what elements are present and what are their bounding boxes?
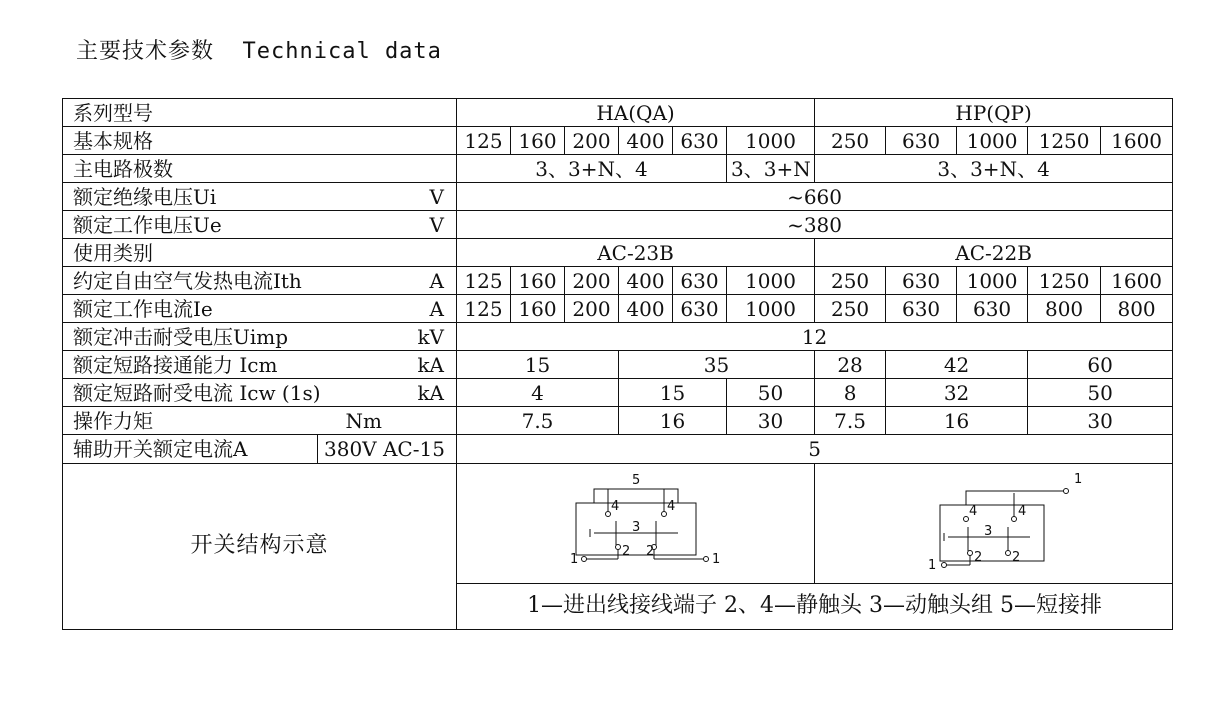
ith-cell: 1000 (727, 267, 815, 295)
ha-mark-term: 1 (711, 551, 720, 567)
ha-mark-bottom: 2 (621, 543, 630, 559)
ui-unit: V (429, 184, 444, 209)
poles-ha-a: 3、3+N、4 (457, 155, 727, 183)
torque-cell: 30 (727, 407, 815, 435)
icw-param: 额定短路耐受电流 Icw (1s) (73, 380, 321, 405)
ie-label (63, 295, 457, 323)
row-ie (63, 295, 1173, 323)
ha-structure-diagram (536, 469, 736, 579)
icm-unit: kA (417, 352, 444, 377)
ha-mark-top: 4 (610, 498, 619, 514)
icm-cell: 60 (1028, 351, 1173, 379)
torque-cell: 16 (886, 407, 1028, 435)
aux-label (63, 435, 457, 464)
ha-mark-group: 3 (631, 519, 640, 535)
icw-cell: 50 (727, 379, 815, 407)
structure-label: 开关结构示意 (63, 464, 457, 630)
hp-diagram-cell (815, 464, 1173, 584)
aux-value: 5 (457, 435, 1173, 464)
ha-mark-bar: 5 (631, 472, 640, 488)
spec-cell: 160 (511, 127, 565, 155)
ha-mark-bottom: 2 (645, 543, 654, 559)
torque-cell: 7.5 (457, 407, 619, 435)
ie-cell: 630 (673, 295, 727, 323)
ith-cell: 1250 (1028, 267, 1101, 295)
ith-cell: 125 (457, 267, 511, 295)
icw-cell: 8 (815, 379, 886, 407)
row-category (63, 239, 1173, 267)
icm-param: 额定短路接通能力 Icm (73, 352, 278, 377)
ie-unit: A (429, 296, 444, 321)
spec-cell: 1250 (1028, 127, 1101, 155)
torque-param: 操作力矩 (73, 408, 153, 433)
spec-label: 基本规格 (63, 127, 457, 155)
icw-unit: kA (417, 380, 444, 405)
torque-cell: 16 (619, 407, 727, 435)
row-icm (63, 351, 1173, 379)
torque-unit: Nm (345, 408, 382, 433)
spec-cell: 250 (815, 127, 886, 155)
spec-cell: 630 (673, 127, 727, 155)
icm-label (63, 351, 457, 379)
ie-cell: 125 (457, 295, 511, 323)
aux-param: 辅助开关额定电流A (73, 437, 248, 461)
hp-mark-top: 4 (1017, 503, 1026, 519)
ith-cell: 250 (815, 267, 886, 295)
ui-label (63, 183, 457, 211)
ie-cell: 250 (815, 295, 886, 323)
ith-cell: 1000 (957, 267, 1028, 295)
row-structure (63, 464, 1173, 584)
icw-cell: 50 (1028, 379, 1173, 407)
ie-cell: 630 (957, 295, 1028, 323)
ui-param: 额定绝缘电压Ui (73, 184, 217, 209)
poles-label: 主电路极数 (63, 155, 457, 183)
icw-cell: 32 (886, 379, 1028, 407)
ue-unit: V (429, 212, 444, 237)
hp-mark-term-in: 1 (927, 557, 936, 573)
icw-cell: 15 (619, 379, 727, 407)
ha-diagram-cell (457, 464, 815, 584)
spec-cell: 1600 (1101, 127, 1173, 155)
uimp-unit: kV (417, 324, 444, 349)
ha-mark-top: 4 (666, 498, 675, 514)
page-title: 主要技术参数 Technical data (76, 39, 442, 64)
aux-sub: 380V AC-15 (317, 435, 456, 463)
ui-value: ~660 (457, 183, 1173, 211)
spec-cell: 400 (619, 127, 673, 155)
spec-cell: 630 (886, 127, 957, 155)
ie-cell: 630 (886, 295, 957, 323)
row-ui (63, 183, 1173, 211)
ith-cell: 1600 (1101, 267, 1173, 295)
technical-data-table (62, 98, 1173, 630)
row-poles (63, 155, 1173, 183)
ha-mark-term: 1 (569, 551, 578, 567)
category-ha: AC-23B (457, 239, 815, 267)
ith-cell: 400 (619, 267, 673, 295)
ue-value: ~380 (457, 211, 1173, 239)
category-hp: AC-22B (815, 239, 1173, 267)
series-ha: HA(QA) (457, 99, 815, 127)
poles-hp: 3、3+N、4 (815, 155, 1173, 183)
icm-cell: 35 (619, 351, 815, 379)
ith-unit: A (429, 268, 444, 293)
row-spec (63, 127, 1173, 155)
row-aux (63, 435, 1173, 464)
row-icw (63, 379, 1173, 407)
spec-cell: 200 (565, 127, 619, 155)
row-uimp (63, 323, 1173, 351)
uimp-param: 额定冲击耐受电压Uimp (73, 324, 289, 349)
ie-cell: 800 (1028, 295, 1101, 323)
icm-cell: 28 (815, 351, 886, 379)
ue-param: 额定工作电压Ue (73, 212, 222, 237)
torque-label (63, 407, 457, 435)
icw-cell: 4 (457, 379, 619, 407)
hp-mark-term-out: 1 (1073, 471, 1082, 487)
ie-cell: 800 (1101, 295, 1173, 323)
ith-label (63, 267, 457, 295)
structure-legend: 1—进出线接线端子 2、4—静触头 3—动触头组 5—短接排 (457, 584, 1173, 630)
ith-param: 约定自由空气发热电流Ith (73, 268, 302, 293)
series-label: 系列型号 (63, 99, 457, 127)
torque-cell: 7.5 (815, 407, 886, 435)
icw-label (63, 379, 457, 407)
row-ith (63, 267, 1173, 295)
ie-cell: 160 (511, 295, 565, 323)
ith-cell: 200 (565, 267, 619, 295)
ith-cell: 630 (673, 267, 727, 295)
hp-mark-top: 4 (968, 503, 977, 519)
series-hp: HP(QP) (815, 99, 1173, 127)
ue-label (63, 211, 457, 239)
poles-ha-b: 3、3+N (727, 155, 815, 183)
uimp-value: 12 (457, 323, 1173, 351)
ie-cell: 400 (619, 295, 673, 323)
uimp-label (63, 323, 457, 351)
hp-mark-group: 3 (983, 523, 992, 539)
ith-cell: 160 (511, 267, 565, 295)
spec-cell: 1000 (957, 127, 1028, 155)
category-label: 使用类别 (63, 239, 457, 267)
hp-mark-bottom: 2 (1011, 549, 1020, 565)
row-ue (63, 211, 1173, 239)
icm-cell: 15 (457, 351, 619, 379)
ie-cell: 1000 (727, 295, 815, 323)
hp-structure-diagram (884, 469, 1104, 579)
icm-cell: 42 (886, 351, 1028, 379)
row-torque (63, 407, 1173, 435)
ie-param: 额定工作电流Ie (73, 296, 213, 321)
spec-cell: 1000 (727, 127, 815, 155)
spec-cell: 125 (457, 127, 511, 155)
ie-cell: 200 (565, 295, 619, 323)
ith-cell: 630 (886, 267, 957, 295)
row-series (63, 99, 1173, 127)
hp-mark-bottom: 2 (973, 549, 982, 565)
torque-cell: 30 (1028, 407, 1173, 435)
